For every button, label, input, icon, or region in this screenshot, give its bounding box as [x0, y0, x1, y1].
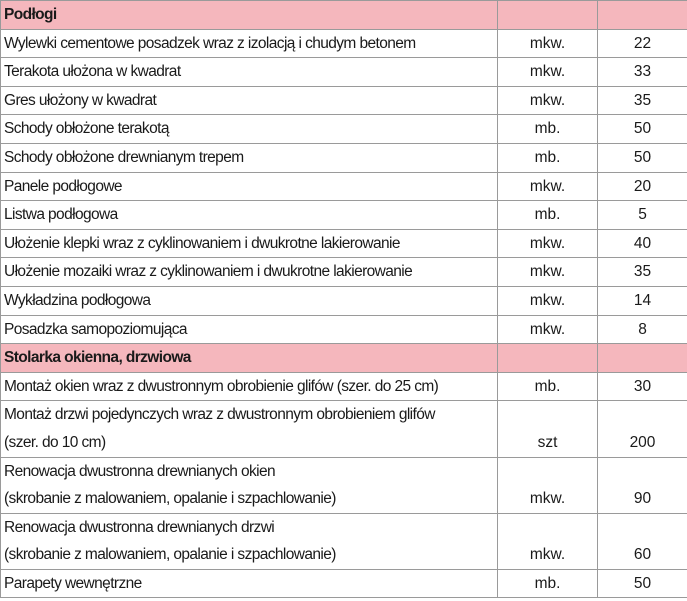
- row-unit-empty: [498, 513, 598, 541]
- row-value: 20: [598, 172, 687, 201]
- table-row: [1, 143, 687, 172]
- row-unit: mb.: [498, 569, 598, 598]
- row-unit: mkw.: [498, 258, 598, 287]
- table-row: [1, 258, 687, 287]
- row-description: Listwa podłogowa: [1, 201, 498, 230]
- table-row: [1, 569, 687, 598]
- row-value: 40: [598, 229, 687, 258]
- row-value: 8: [598, 315, 687, 344]
- row-unit: mb.: [498, 115, 598, 144]
- table-row: [1, 115, 687, 144]
- row-value: 50: [598, 143, 687, 172]
- row-description: Schody obłożone drewnianym trepem: [1, 143, 498, 172]
- row-value: 14: [598, 286, 687, 315]
- section-unit-empty: [498, 1, 598, 30]
- row-description: Ułożenie klepki wraz z cyklinowaniem i dwukrotne lakierowanie: [1, 229, 498, 258]
- row-value: 50: [598, 115, 687, 144]
- row-description: Montaż okien wraz z dwustronnym obrobienie glifów (szer. do 25 cm): [1, 372, 498, 401]
- row-description: Ułożenie mozaiki wraz z cyklinowaniem i dwukrotne lakierowanie: [1, 258, 498, 287]
- row-unit: mkw.: [498, 541, 598, 569]
- table-row-line2: [1, 485, 687, 513]
- row-unit: mkw.: [498, 286, 598, 315]
- row-value-empty: [598, 401, 687, 429]
- section-title: Stolarka okienna, drzwiowa: [1, 344, 498, 373]
- row-unit: mb.: [498, 143, 598, 172]
- row-description: Panele podłogowe: [1, 172, 498, 201]
- row-unit: mb.: [498, 201, 598, 230]
- row-description: Schody obłożone terakotą: [1, 115, 498, 144]
- row-value: 33: [598, 58, 687, 87]
- row-unit: mkw.: [498, 86, 598, 115]
- row-unit-empty: [498, 457, 598, 485]
- row-value: 35: [598, 258, 687, 287]
- row-description-cont: (skrobanie z malowaniem, opalanie i szpachlowanie): [1, 485, 498, 513]
- row-description: Renowacja dwustronna drewnianych okien: [1, 457, 498, 485]
- section-header: [1, 344, 687, 373]
- row-value: 30: [598, 372, 687, 401]
- section-value-empty: [598, 1, 687, 30]
- table-row: [1, 315, 687, 344]
- row-unit: mkw.: [498, 485, 598, 513]
- row-description: Parapety wewnętrzne: [1, 569, 498, 598]
- section-title: Podłogi: [1, 1, 498, 30]
- table-row: [1, 86, 687, 115]
- row-value: 200: [598, 429, 687, 457]
- row-unit-empty: [498, 401, 598, 429]
- row-unit: mkw.: [498, 315, 598, 344]
- row-description: Terakota ułożona w kwadrat: [1, 58, 498, 87]
- row-value: 22: [598, 29, 687, 58]
- table-row: [1, 172, 687, 201]
- table-row-line1: [1, 401, 687, 429]
- row-description: Wylewki cementowe posadzek wraz z izolacją i chudym betonem: [1, 29, 498, 58]
- row-value-empty: [598, 457, 687, 485]
- section-unit-empty: [498, 344, 598, 373]
- table-row: [1, 286, 687, 315]
- row-value: 50: [598, 569, 687, 598]
- row-value: 35: [598, 86, 687, 115]
- row-value-empty: [598, 513, 687, 541]
- table-row-line1: [1, 513, 687, 541]
- row-description: Posadzka samopoziomująca: [1, 315, 498, 344]
- row-unit: szt: [498, 429, 598, 457]
- section-header: [1, 1, 687, 30]
- row-value: 90: [598, 485, 687, 513]
- row-unit: mb.: [498, 372, 598, 401]
- table-row-line2: [1, 541, 687, 569]
- table-row: [1, 372, 687, 401]
- row-value: 60: [598, 541, 687, 569]
- section-value-empty: [598, 344, 687, 373]
- row-unit: mkw.: [498, 229, 598, 258]
- row-unit: mkw.: [498, 172, 598, 201]
- table-row-line1: [1, 457, 687, 485]
- row-description: Wykładzina podłogowa: [1, 286, 498, 315]
- row-description-cont: (szer. do 10 cm): [1, 429, 498, 457]
- table-row: [1, 201, 687, 230]
- row-description-cont: (skrobanie z malowaniem, opalanie i szpachlowanie): [1, 541, 498, 569]
- table-row: [1, 229, 687, 258]
- table-row: [1, 58, 687, 87]
- row-value: 5: [598, 201, 687, 230]
- row-unit: mkw.: [498, 58, 598, 87]
- row-description: Gres ułożony w kwadrat: [1, 86, 498, 115]
- table-row-line2: [1, 429, 687, 457]
- row-unit: mkw.: [498, 29, 598, 58]
- row-description: Renowacja dwustronna drewnianych drzwi: [1, 513, 498, 541]
- table-row: [1, 29, 687, 58]
- row-description: Montaż drzwi pojedynczych wraz z dwustronnym obrobieniem glifów: [1, 401, 498, 429]
